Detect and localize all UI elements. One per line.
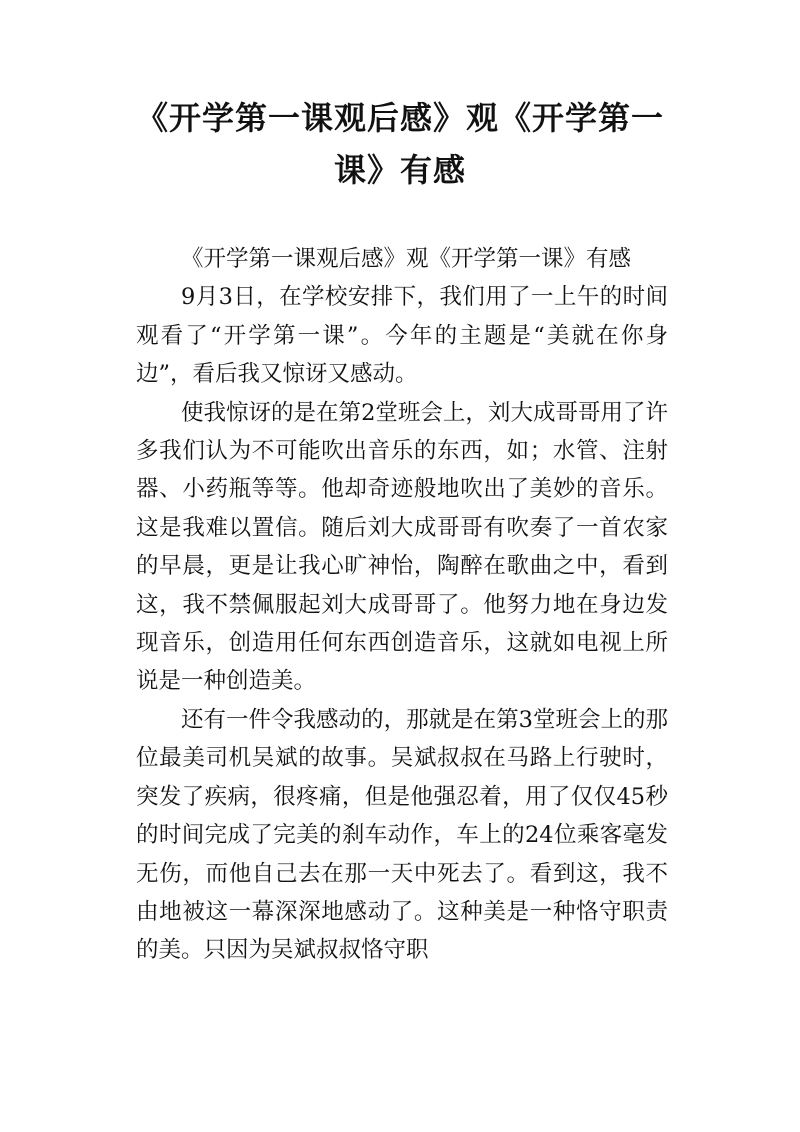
paragraph-driver: 还有一件令我感动的，那就是在第3堂班会上的那位最美司机吴斌的故事。吴斌叔叔在马路上行驶时，突发了疾病，很疼痛，但是他强忍着，用了仅仅45秒的时间完成了完美的刹车动作，车上的24位乘客毫发无伤，而他自己去在那一天中死去了。看到这，我不由地被这一幕深深地感动了。这种美是一种恪守职责的美。只因为吴斌叔叔恪守职 <box>136 706 668 964</box>
paragraph-subtitle: 《开学第一课观后感》观《开学第一课》有感 <box>181 246 632 272</box>
document-title: 《开学第一课观后感》观《开学第一课》有感 <box>135 99 664 189</box>
document-body <box>136 240 668 970</box>
paragraph-music: 使我惊讶的是在第2堂班会上，刘大成哥哥用了许多我们认为不可能吹出音乐的东西，如；水管、注射器、小药瓶等等。他却奇迹般地吹出了美妙的音乐。这是我难以置信。随后刘大成哥哥有吹奏了一首农家的早晨，更是让我心旷神怡，陶醉在歌曲之中，看到这，我不禁佩服起刘大成哥哥了。他努力地在身边发现音乐，创造用任何东西创造音乐，这就如电视上所说是一种创造美。 <box>136 399 668 695</box>
paragraph-intro: 9月3日，在学校安排下，我们用了一上午的时间观看了“开学第一课”。今年的主题是“美就在你身边”，看后我又惊讶又感动。 <box>136 284 668 388</box>
